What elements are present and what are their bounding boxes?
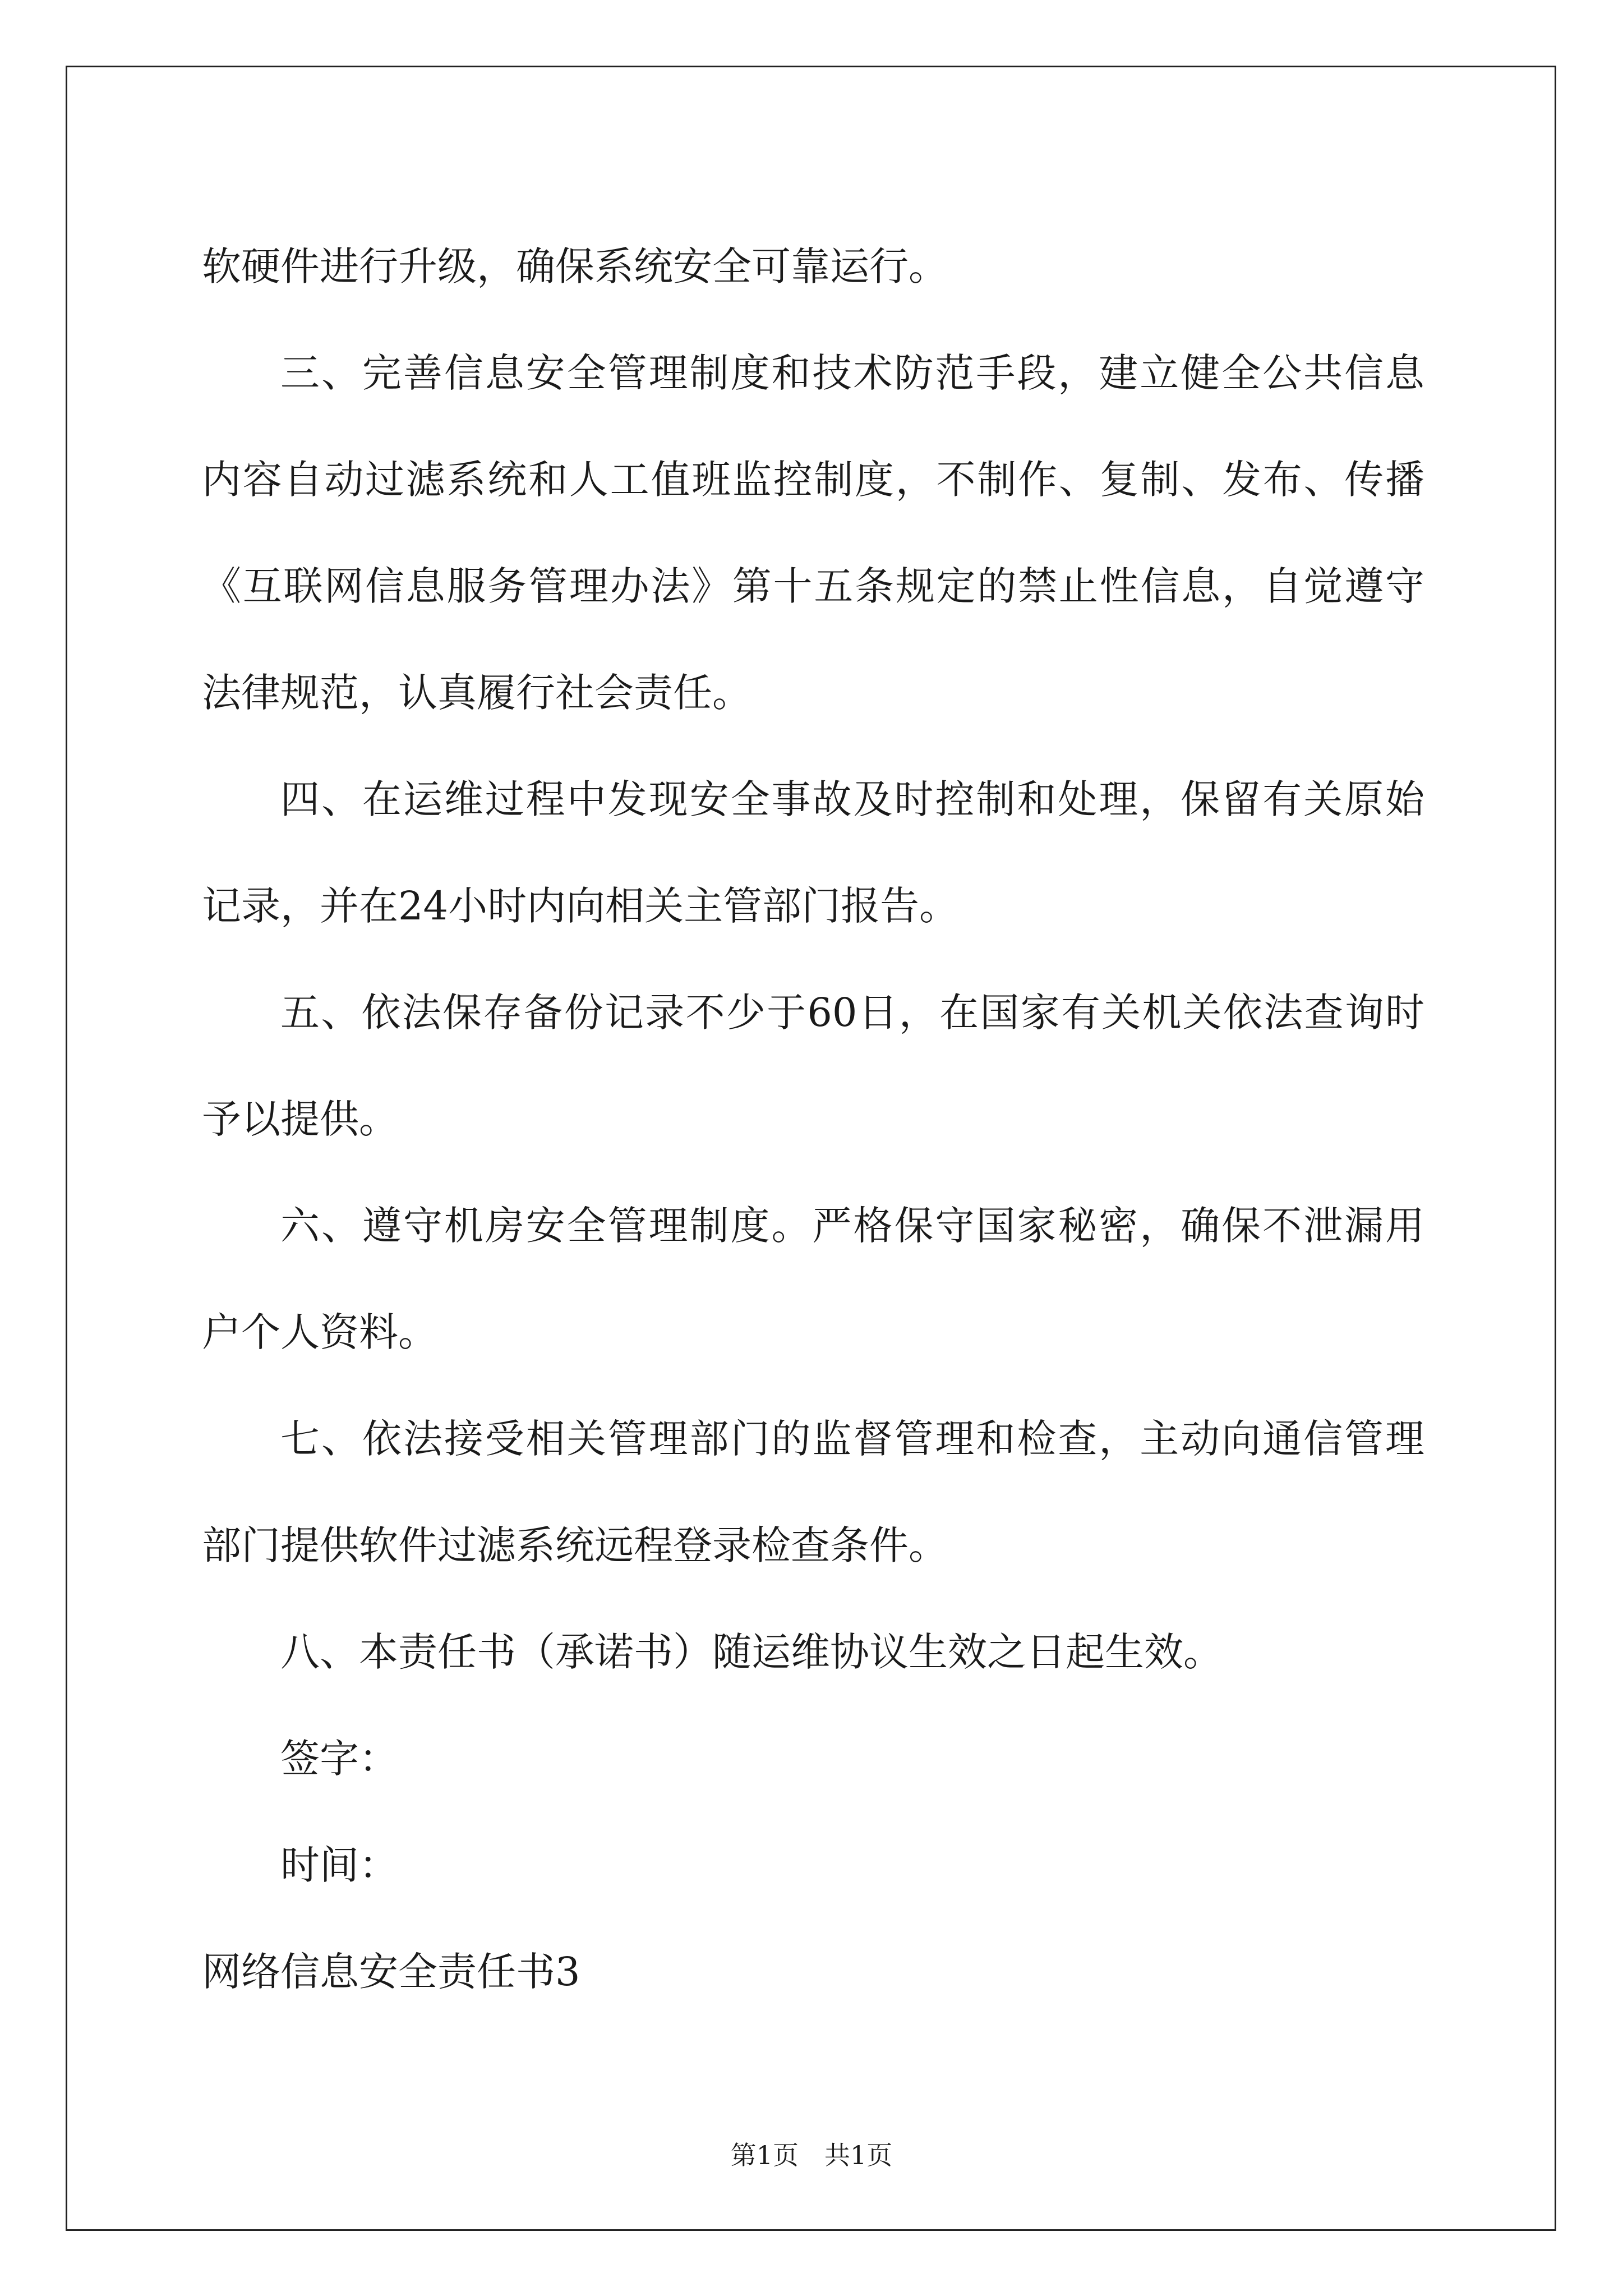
paragraph-line: 法律规范，认真履行社会责任。	[202, 670, 751, 716]
paragraph-line: 七、依法接受相关管理部门的监督管理和检查，主动向通信管理	[280, 1416, 1424, 1462]
document-body	[202, 213, 1424, 2025]
paragraph-line: 四、在运维过程中发现安全事故及时控制和处理，保留有关原始	[280, 776, 1424, 822]
page-footer: 第1页 共1页	[730, 2140, 893, 2170]
paragraph-line: 《互联网信息服务管理办法》第十五条规定的禁止性信息，自觉遵守	[202, 563, 1424, 609]
paragraph-line: 八、本责任书（承诺书）随运维协议生效之日起生效。	[280, 1629, 1223, 1675]
section-heading: 网络信息安全责任书3	[202, 1949, 580, 1995]
paragraph-line: 五、依法保存备份记录不少于60日，在国家有关机关依法查询时	[280, 990, 1424, 1036]
paragraph-line: 软硬件进行升级，确保系统安全可靠运行。	[202, 243, 948, 289]
paragraph-line: 记录，并在24小时内向相关主管部门报告。	[202, 883, 959, 929]
paragraph-line: 户个人资料。	[202, 1309, 437, 1355]
paragraph-line: 六、遵守机房安全管理制度。严格保守国家秘密，确保不泄漏用	[280, 1203, 1424, 1249]
paragraph-line: 部门提供软件过滤系统远程登录检查条件。	[202, 1522, 948, 1568]
paragraph-line: 内容自动过滤系统和人工值班监控制度，不制作、复制、发布、传播	[202, 457, 1424, 503]
paragraph-line: 予以提供。	[202, 1096, 398, 1142]
signature-label: 签字：	[280, 1736, 398, 1782]
paragraph-line: 三、完善信息安全管理制度和技术防范手段，建立健全公共信息	[280, 350, 1424, 396]
date-label: 时间：	[280, 1842, 398, 1888]
